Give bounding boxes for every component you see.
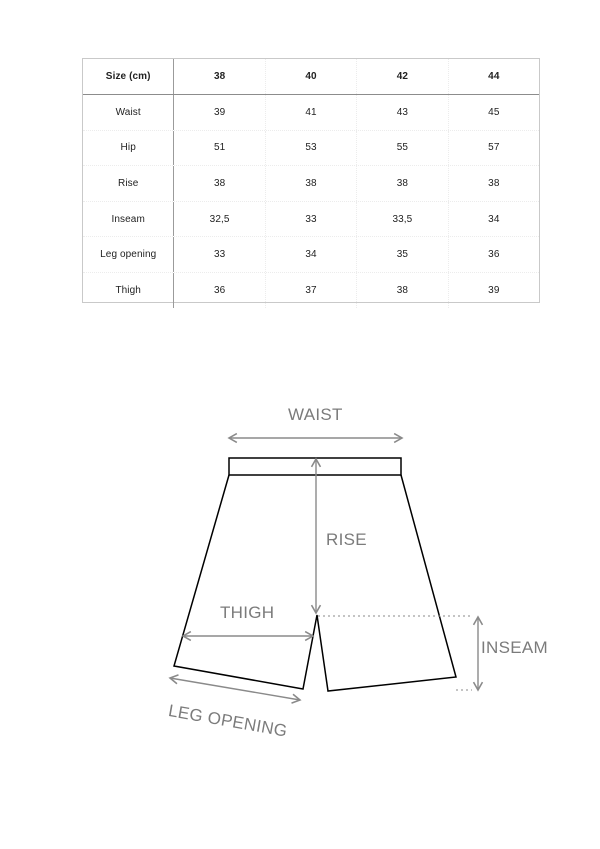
table-cell: 33 xyxy=(213,249,226,261)
table-cell: 43 xyxy=(356,95,447,130)
leg-opening-arrow xyxy=(170,678,300,700)
table-row-leg-opening xyxy=(83,236,539,272)
table-row-waist xyxy=(83,95,539,130)
header-cell-40: 40 xyxy=(265,59,356,94)
table-cell: 37 xyxy=(265,273,356,308)
table-cell: 39 xyxy=(213,106,226,118)
leg-opening-label: LEG OPENING xyxy=(166,701,289,741)
table-cell: 38 xyxy=(265,166,356,201)
table-cell: 39 xyxy=(448,273,539,308)
table-cell: 33 xyxy=(265,202,356,237)
rise-label: RISE xyxy=(326,530,367,549)
row-label: Leg opening xyxy=(83,237,174,272)
row-label: Hip xyxy=(83,131,174,166)
table-cell: 34 xyxy=(448,202,539,237)
table-cell: 55 xyxy=(356,131,447,166)
shorts-measurement-diagram xyxy=(0,390,600,750)
table-row-hip xyxy=(83,130,539,166)
row-label: Inseam xyxy=(83,202,174,237)
table-cell: 45 xyxy=(448,95,539,130)
table-row-rise xyxy=(83,165,539,201)
header-cell-38: 38 xyxy=(213,71,226,82)
table-cell: 33,5 xyxy=(356,202,447,237)
header-cell-42: 42 xyxy=(356,59,447,94)
thigh-label: THIGH xyxy=(220,603,275,622)
shorts-body-shape xyxy=(174,475,456,691)
waistband-shape xyxy=(229,458,401,475)
table-row-thigh xyxy=(83,272,539,308)
table-cell: 57 xyxy=(448,131,539,166)
row-label: Rise xyxy=(83,166,174,201)
header-cell-44: 44 xyxy=(448,59,539,94)
table-cell: 38 xyxy=(356,166,447,201)
row-label: Waist xyxy=(83,95,174,130)
table-cell: 35 xyxy=(356,237,447,272)
row-label: Thigh xyxy=(83,273,174,308)
inseam-label: INSEAM xyxy=(481,638,548,657)
table-cell: 41 xyxy=(265,95,356,130)
waist-label: WAIST xyxy=(288,405,343,424)
shorts-outline xyxy=(174,458,456,691)
table-cell: 36 xyxy=(213,284,226,296)
table-cell: 51 xyxy=(213,142,226,154)
table-cell: 38 xyxy=(213,177,226,189)
shorts-diagram-svg xyxy=(0,390,600,750)
table-header-row xyxy=(83,59,539,95)
table-cell: 32,5 xyxy=(209,213,230,225)
table-row-inseam xyxy=(83,201,539,237)
header-cell-size: Size (cm) xyxy=(83,59,174,94)
table-cell: 38 xyxy=(448,166,539,201)
size-chart-table xyxy=(82,58,540,303)
table-cell: 36 xyxy=(448,237,539,272)
table-cell: 53 xyxy=(265,131,356,166)
table-cell: 34 xyxy=(265,237,356,272)
table-cell: 38 xyxy=(356,273,447,308)
